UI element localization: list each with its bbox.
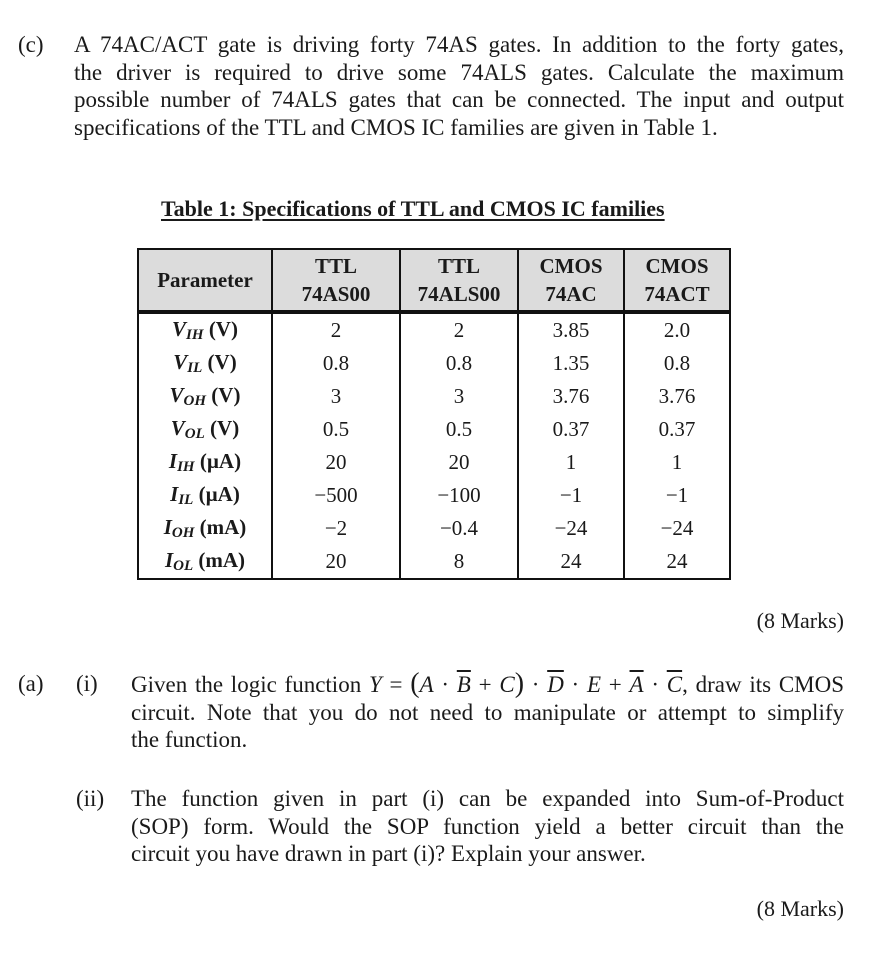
value-cell: −1: [624, 479, 730, 512]
value-cell: 1.35: [518, 347, 624, 380]
parameter-cell: $I_{IH}$ (µA): [138, 446, 272, 479]
parameter-cell: $V_{OL}$ (V): [138, 413, 272, 446]
table-row: [138, 545, 730, 579]
question-c-text: [74, 31, 844, 141]
value-cell: −24: [624, 512, 730, 545]
value-cell: 20: [272, 545, 400, 579]
value-cell: 3.85: [518, 312, 624, 347]
part-i-line: Given the logic function $Y = (A \cdot \overline{B} + C) \cdot \overline{D} \cdot E + \overline{A} \cdot \overline{C}$, draw its CMOS: [131, 668, 845, 699]
table-row: [138, 413, 730, 446]
value-cell: 0.5: [400, 413, 518, 446]
value-cell: 3: [400, 380, 518, 413]
part-i-label: (i): [76, 671, 98, 696]
question-c-line: A 74AC/ACT gate is driving forty 74AS gates. In addition to the forty gates,: [74, 32, 844, 57]
value-cell: 1: [624, 446, 730, 479]
question-a-label: (a): [18, 671, 44, 696]
value-cell: −100: [400, 479, 518, 512]
value-cell: 2: [400, 312, 518, 347]
value-cell: 3: [272, 380, 400, 413]
parameter-cell: $V_{IH}$ (V): [138, 312, 272, 347]
value-cell: −2: [272, 512, 400, 545]
table-row: [138, 512, 730, 545]
table-row: [138, 380, 730, 413]
table-body: [138, 312, 730, 579]
table-row: [138, 312, 730, 347]
value-cell: 0.8: [624, 347, 730, 380]
value-cell: 2.0: [624, 312, 730, 347]
value-cell: 20: [400, 446, 518, 479]
table-row: [138, 347, 730, 380]
header-col: CMOS 74ACT: [624, 249, 730, 312]
value-cell: 3.76: [624, 380, 730, 413]
value-cell: −500: [272, 479, 400, 512]
parameter-cell: $V_{OH}$ (V): [138, 380, 272, 413]
question-c-line: possible number of 74ALS gates that can be connected. The input and output: [74, 87, 844, 112]
parameter-cell: $I_{OL}$ (mA): [138, 545, 272, 579]
value-cell: 2: [272, 312, 400, 347]
part-ii-label: (ii): [76, 786, 105, 811]
value-cell: −24: [518, 512, 624, 545]
part-i-text: [131, 670, 844, 754]
marks-c: (8 Marks): [756, 608, 844, 633]
part-i-line: circuit. Note that you do not need to manipulate or attempt to simplify: [131, 699, 844, 725]
part-ii-line: circuit you have drawn in part (i)? Explain your answer.: [131, 841, 646, 866]
table-row: [138, 446, 730, 479]
value-cell: −0.4: [400, 512, 518, 545]
value-cell: 0.8: [272, 347, 400, 380]
value-cell: 0.37: [624, 413, 730, 446]
parameter-cell: $I_{IL}$ (µA): [138, 479, 272, 512]
table-header-row: [138, 249, 730, 312]
value-cell: 0.37: [518, 413, 624, 446]
value-cell: 20: [272, 446, 400, 479]
marks-a: (8 Marks): [756, 896, 844, 921]
spec-table: [137, 248, 731, 580]
part-ii-line: The function given in part (i) can be expanded into Sum-of-Product: [131, 786, 844, 811]
part-ii-line: (SOP) form. Would the SOP function yield a better circuit than the: [131, 813, 844, 839]
part-ii-text: [131, 785, 844, 868]
value-cell: 0.8: [400, 347, 518, 380]
header-col: TTL 74AS00: [272, 249, 400, 312]
parameter-cell: $I_{OH}$ (mA): [138, 512, 272, 545]
header-parameter: Parameter: [138, 249, 272, 312]
header-col: TTL 74ALS00: [400, 249, 518, 312]
value-cell: −1: [518, 479, 624, 512]
question-c-label: (c): [18, 32, 44, 57]
parameter-cell: $V_{IL}$ (V): [138, 347, 272, 380]
value-cell: 24: [518, 545, 624, 579]
question-c-line: the driver is required to drive some 74ALS gates. Calculate the maximum: [74, 59, 844, 85]
header-col: CMOS 74AC: [518, 249, 624, 312]
value-cell: 0.5: [272, 413, 400, 446]
part-i-line: the function.: [131, 727, 248, 752]
value-cell: 3.76: [518, 380, 624, 413]
value-cell: 8: [400, 545, 518, 579]
value-cell: 1: [518, 446, 624, 479]
table-row: [138, 479, 730, 512]
question-c-line: specifications of the TTL and CMOS IC families are given in Table 1.: [74, 114, 718, 140]
value-cell: 24: [624, 545, 730, 579]
table-caption: Table 1: Specifications of TTL and CMOS IC families: [161, 196, 665, 221]
logic-function: $Y = (A \cdot \overline{B} + C) \cdot \overline{D} \cdot E + \overline{A} \cdot \overline{C}$: [368, 668, 683, 699]
